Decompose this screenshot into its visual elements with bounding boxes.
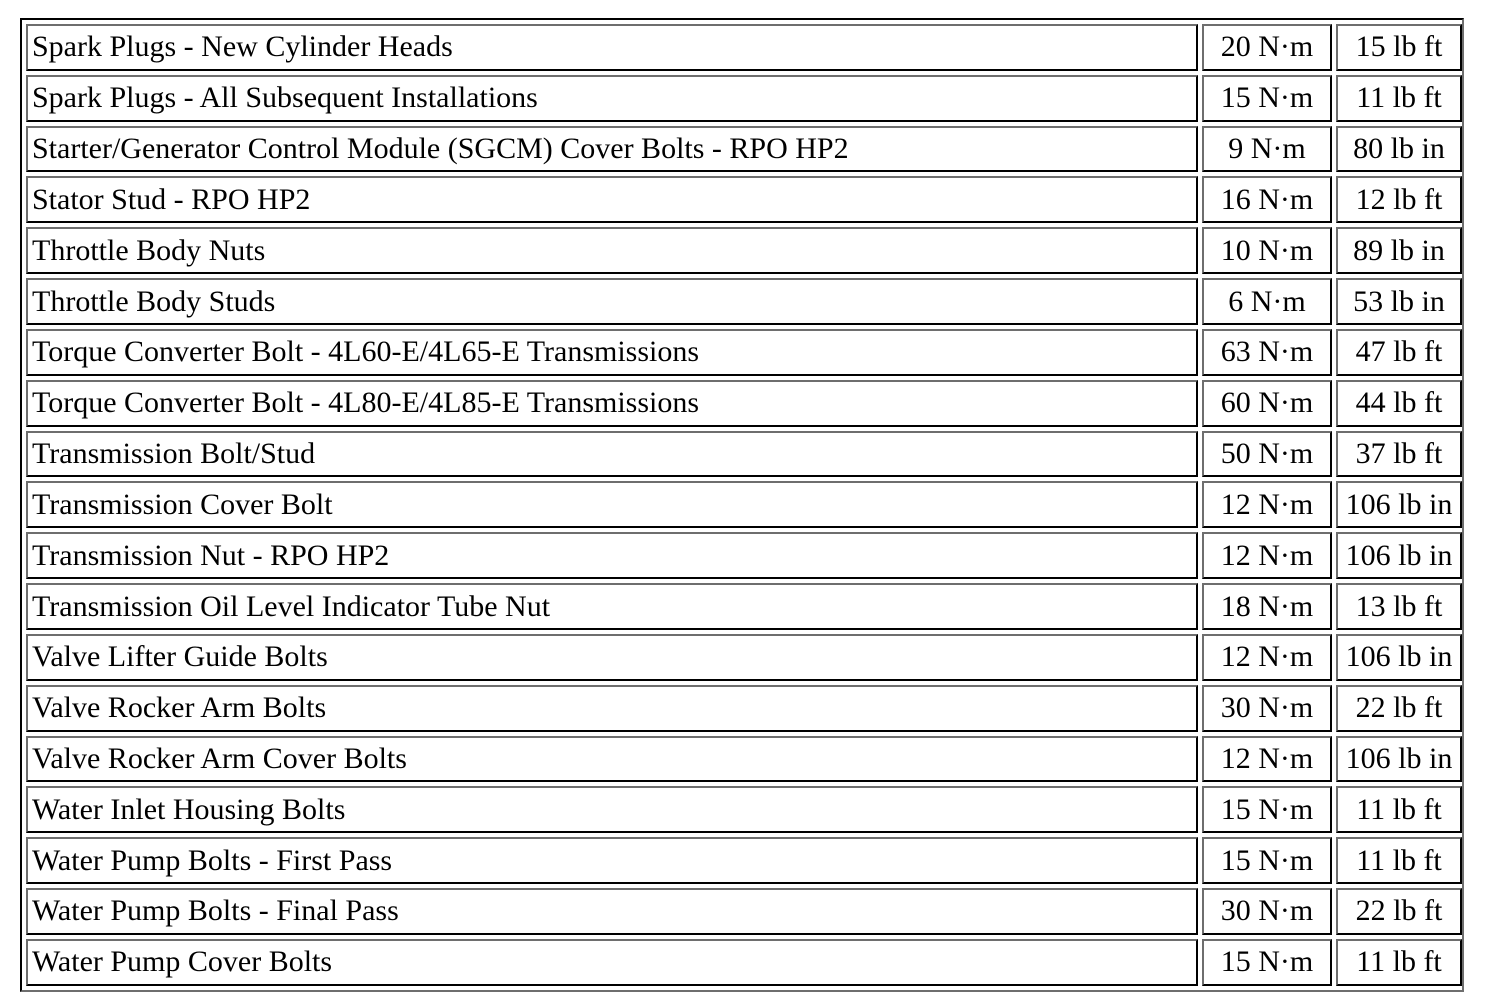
metric-value-cell: 9 N·m bbox=[1202, 126, 1332, 173]
english-value-cell: 44 lb ft bbox=[1336, 380, 1462, 427]
description-cell: Throttle Body Nuts bbox=[26, 227, 1198, 274]
table-row bbox=[26, 126, 1462, 173]
metric-value-cell: 15 N·m bbox=[1202, 786, 1332, 833]
table-row bbox=[26, 786, 1462, 833]
english-value-cell: 22 lb ft bbox=[1336, 888, 1462, 935]
table-row bbox=[26, 888, 1462, 935]
metric-value-cell: 15 N·m bbox=[1202, 837, 1332, 884]
english-value-cell: 11 lb ft bbox=[1336, 75, 1462, 122]
description-cell: Torque Converter Bolt - 4L60-E/4L65-E Transmissions bbox=[26, 329, 1198, 376]
table-row bbox=[26, 685, 1462, 732]
description-cell: Starter/Generator Control Module (SGCM) Cover Bolts - RPO HP2 bbox=[26, 126, 1198, 173]
table-row bbox=[26, 736, 1462, 783]
description-cell: Valve Rocker Arm Bolts bbox=[26, 685, 1198, 732]
english-value-cell: 13 lb ft bbox=[1336, 583, 1462, 630]
description-cell: Water Pump Bolts - Final Pass bbox=[26, 888, 1198, 935]
table-row bbox=[26, 939, 1462, 986]
description-cell: Transmission Nut - RPO HP2 bbox=[26, 532, 1198, 579]
table-row bbox=[26, 583, 1462, 630]
table-row bbox=[26, 837, 1462, 884]
description-cell: Water Pump Cover Bolts bbox=[26, 939, 1198, 986]
metric-value-cell: 12 N·m bbox=[1202, 532, 1332, 579]
english-value-cell: 80 lb in bbox=[1336, 126, 1462, 173]
description-cell: Transmission Bolt/Stud bbox=[26, 431, 1198, 478]
description-cell: Water Pump Bolts - First Pass bbox=[26, 837, 1198, 884]
metric-value-cell: 16 N·m bbox=[1202, 176, 1332, 223]
english-value-cell: 12 lb ft bbox=[1336, 176, 1462, 223]
fastener-spec-table-frame bbox=[20, 18, 1464, 992]
description-cell: Spark Plugs - All Subsequent Installations bbox=[26, 75, 1198, 122]
metric-value-cell: 50 N·m bbox=[1202, 431, 1332, 478]
description-cell: Valve Rocker Arm Cover Bolts bbox=[26, 736, 1198, 783]
table-row bbox=[26, 431, 1462, 478]
english-value-cell: 89 lb in bbox=[1336, 227, 1462, 274]
english-value-cell: 106 lb in bbox=[1336, 532, 1462, 579]
english-value-cell: 37 lb ft bbox=[1336, 431, 1462, 478]
metric-value-cell: 10 N·m bbox=[1202, 227, 1332, 274]
table-row bbox=[26, 227, 1462, 274]
english-value-cell: 11 lb ft bbox=[1336, 837, 1462, 884]
fastener-spec-table bbox=[22, 20, 1466, 990]
description-cell: Stator Stud - RPO HP2 bbox=[26, 176, 1198, 223]
english-value-cell: 11 lb ft bbox=[1336, 939, 1462, 986]
table-row bbox=[26, 481, 1462, 528]
metric-value-cell: 15 N·m bbox=[1202, 939, 1332, 986]
table-row bbox=[26, 329, 1462, 376]
description-cell: Transmission Oil Level Indicator Tube Nut bbox=[26, 583, 1198, 630]
description-cell: Water Inlet Housing Bolts bbox=[26, 786, 1198, 833]
metric-value-cell: 63 N·m bbox=[1202, 329, 1332, 376]
english-value-cell: 106 lb in bbox=[1336, 736, 1462, 783]
metric-value-cell: 60 N·m bbox=[1202, 380, 1332, 427]
table-row bbox=[26, 380, 1462, 427]
metric-value-cell: 6 N·m bbox=[1202, 278, 1332, 325]
table-row bbox=[26, 278, 1462, 325]
metric-value-cell: 12 N·m bbox=[1202, 736, 1332, 783]
description-cell: Transmission Cover Bolt bbox=[26, 481, 1198, 528]
description-cell: Throttle Body Studs bbox=[26, 278, 1198, 325]
metric-value-cell: 15 N·m bbox=[1202, 75, 1332, 122]
description-cell: Valve Lifter Guide Bolts bbox=[26, 634, 1198, 681]
description-cell: Torque Converter Bolt - 4L80-E/4L85-E Transmissions bbox=[26, 380, 1198, 427]
metric-value-cell: 20 N·m bbox=[1202, 24, 1332, 71]
table-row bbox=[26, 532, 1462, 579]
metric-value-cell: 12 N·m bbox=[1202, 481, 1332, 528]
metric-value-cell: 12 N·m bbox=[1202, 634, 1332, 681]
metric-value-cell: 30 N·m bbox=[1202, 888, 1332, 935]
english-value-cell: 53 lb in bbox=[1336, 278, 1462, 325]
metric-value-cell: 18 N·m bbox=[1202, 583, 1332, 630]
table-row bbox=[26, 75, 1462, 122]
description-cell: Spark Plugs - New Cylinder Heads bbox=[26, 24, 1198, 71]
english-value-cell: 47 lb ft bbox=[1336, 329, 1462, 376]
table-row bbox=[26, 176, 1462, 223]
english-value-cell: 22 lb ft bbox=[1336, 685, 1462, 732]
spec-table-body bbox=[26, 24, 1462, 986]
english-value-cell: 15 lb ft bbox=[1336, 24, 1462, 71]
english-value-cell: 106 lb in bbox=[1336, 481, 1462, 528]
english-value-cell: 106 lb in bbox=[1336, 634, 1462, 681]
english-value-cell: 11 lb ft bbox=[1336, 786, 1462, 833]
table-row bbox=[26, 634, 1462, 681]
table-row bbox=[26, 24, 1462, 71]
metric-value-cell: 30 N·m bbox=[1202, 685, 1332, 732]
